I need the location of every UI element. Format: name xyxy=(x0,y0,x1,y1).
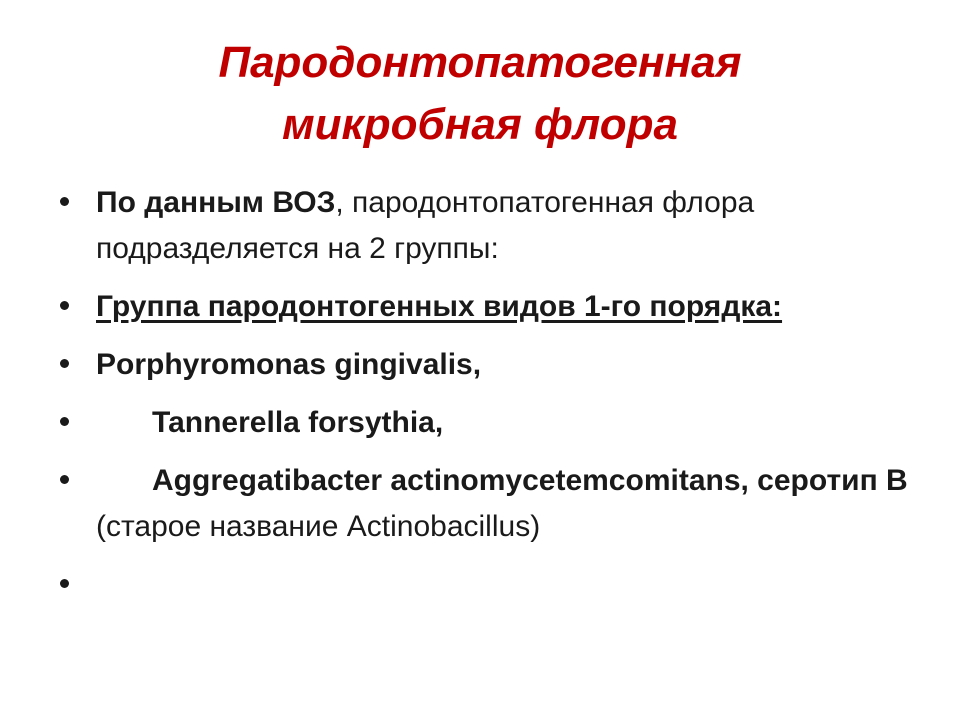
bullet-dot-icon xyxy=(60,301,69,310)
bullet-item-who xyxy=(56,180,916,272)
bullet-dot-icon xyxy=(60,417,69,426)
bullet-item-porphyromonas xyxy=(56,342,916,388)
species-name: Aggregatibacter actinomycetemcomitans, серотип В xyxy=(152,464,908,497)
title-line-2: микробная флора xyxy=(282,100,678,149)
species-name: Porphyromonas gingivalis, xyxy=(96,348,482,381)
bullet-item-empty xyxy=(56,562,916,608)
bullet-bold-text: По данным ВОЗ xyxy=(96,186,336,219)
species-name: Tannerella forsythia, xyxy=(152,406,444,439)
bullet-dot-icon xyxy=(60,359,69,368)
bullet-list xyxy=(56,180,916,620)
group-heading-text: Группа пародонтогенных видов 1-го порядка: xyxy=(96,290,783,323)
bullet-dot-icon xyxy=(60,579,69,588)
species-note: (старое название Actinobacillus) xyxy=(96,510,541,543)
bullet-item-aggregatibacter xyxy=(56,458,916,550)
bullet-text: , пародонтопатогенная флора подразделяется на 2 группы: xyxy=(96,186,755,265)
bullet-dot-icon xyxy=(60,197,69,206)
bullet-dot-icon xyxy=(60,475,69,484)
slide-title xyxy=(0,32,960,156)
bullet-item-group-heading xyxy=(56,284,916,330)
title-line-1: Пародонтопатогенная xyxy=(218,38,742,87)
bullet-item-tannerella xyxy=(56,400,916,446)
